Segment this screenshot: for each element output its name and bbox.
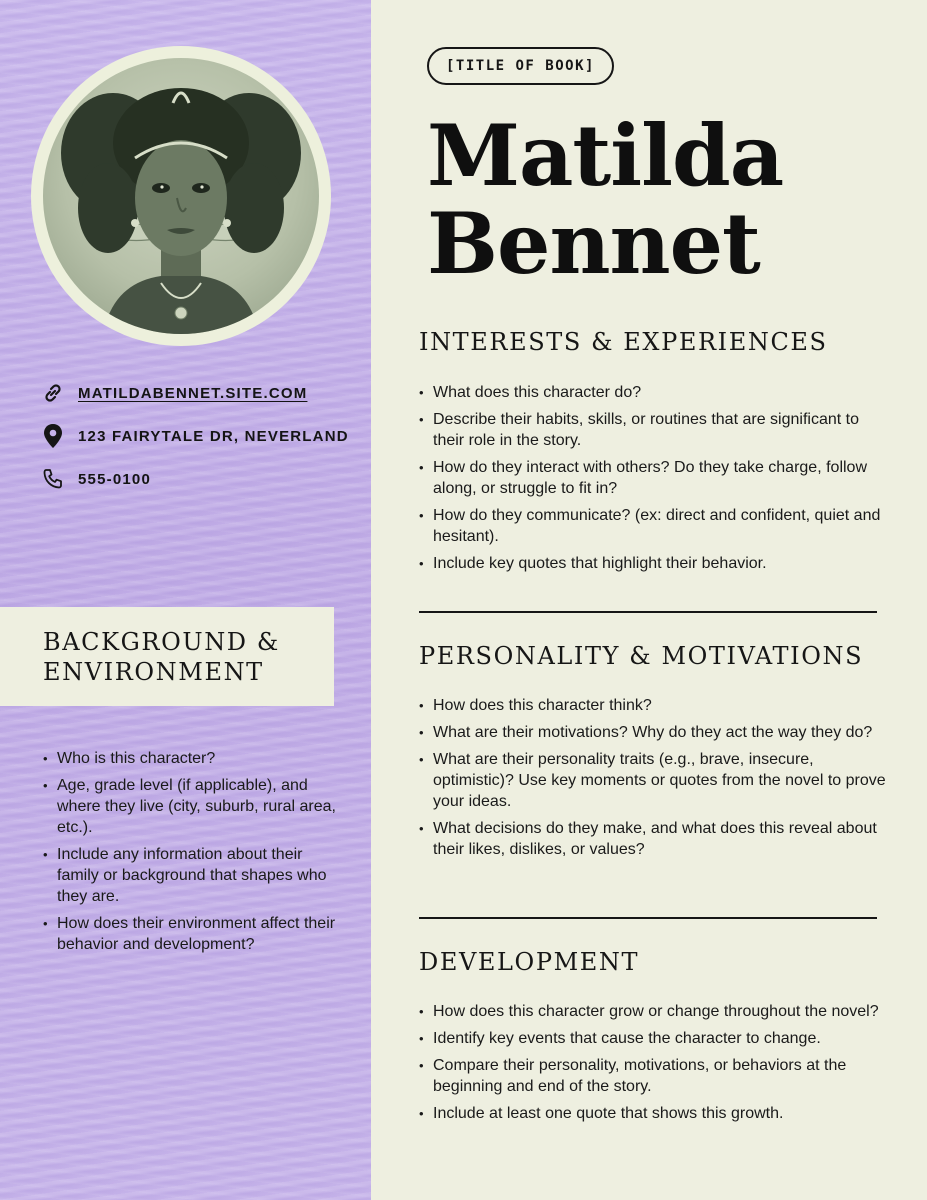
- book-title-pill: [TITLE OF BOOK]: [427, 47, 614, 85]
- list-item: • Include any information about their family or background that shapes who they are.: [43, 844, 343, 907]
- interests-title: INTERESTS & EXPERIENCES: [419, 328, 828, 356]
- list-item: • Describe their habits, skills, or routines that are significant to their role in the story.: [419, 409, 889, 451]
- list-item: • Include at least one quote that shows this growth.: [419, 1103, 889, 1124]
- list-item: • Who is this character?: [43, 748, 343, 769]
- phone-text: 555-0100: [78, 470, 151, 488]
- background-title-line2: ENVIRONMENT: [43, 658, 264, 686]
- list-item: • Include key quotes that highlight their behavior.: [419, 553, 889, 574]
- character-name: [427, 106, 784, 293]
- contact-phone: [40, 466, 151, 492]
- list-item: • What are their personality traits (e.g., brave, insecure, optimistic)? Use key moments or quotes from the novel to prove your ideas.: [419, 749, 889, 812]
- list-item: • How does this character grow or change throughout the novel?: [419, 1001, 889, 1022]
- link-icon: [40, 380, 66, 406]
- development-list: [419, 1001, 889, 1130]
- list-item: • How does this character think?: [419, 695, 889, 716]
- section-divider: [419, 917, 877, 919]
- contact-website[interactable]: [40, 380, 307, 406]
- portrait-illustration: [43, 58, 319, 334]
- phone-icon: [40, 466, 66, 492]
- background-heading-box: [0, 607, 334, 706]
- left-panel: [0, 0, 371, 1200]
- personality-list: [419, 695, 889, 866]
- list-item: • Identify key events that cause the character to change.: [419, 1028, 889, 1049]
- contact-address: [40, 423, 349, 449]
- list-item: • What decisions do they make, and what does this reveal about their likes, dislikes, or values?: [419, 818, 889, 860]
- list-item: • How do they interact with others? Do they take charge, follow along, or struggle to fit in?: [419, 457, 889, 499]
- interests-list: [419, 382, 889, 580]
- list-item: • How does their environment affect their behavior and development?: [43, 913, 343, 955]
- character-portrait: [43, 58, 319, 334]
- website-link[interactable]: MATILDABENNET.SITE.COM: [78, 384, 308, 402]
- list-item: • How do they communicate? (ex: direct and confident, quiet and hesitant).: [419, 505, 889, 547]
- personality-title: PERSONALITY & MOTIVATIONS: [419, 642, 864, 670]
- list-item: • Compare their personality, motivations, or behaviors at the beginning and end of the story.: [419, 1055, 889, 1097]
- list-item: • What does this character do?: [419, 382, 889, 403]
- map-pin-icon: [40, 423, 66, 449]
- list-item: • What are their motivations? Why do they act the way they do?: [419, 722, 889, 743]
- list-item: • Age, grade level (if applicable), and where they live (city, suburb, rural area, etc.).: [43, 775, 343, 838]
- section-divider: [419, 611, 877, 613]
- name-line-2: Bennet: [427, 194, 760, 293]
- address-text: 123 FAIRYTALE DR, NEVERLAND: [78, 427, 349, 445]
- portrait-frame: [31, 46, 331, 346]
- development-title: DEVELOPMENT: [419, 948, 640, 976]
- background-title-line1: BACKGROUND &: [43, 628, 280, 656]
- name-line-1: Matilda: [427, 106, 784, 205]
- background-list: [43, 748, 343, 961]
